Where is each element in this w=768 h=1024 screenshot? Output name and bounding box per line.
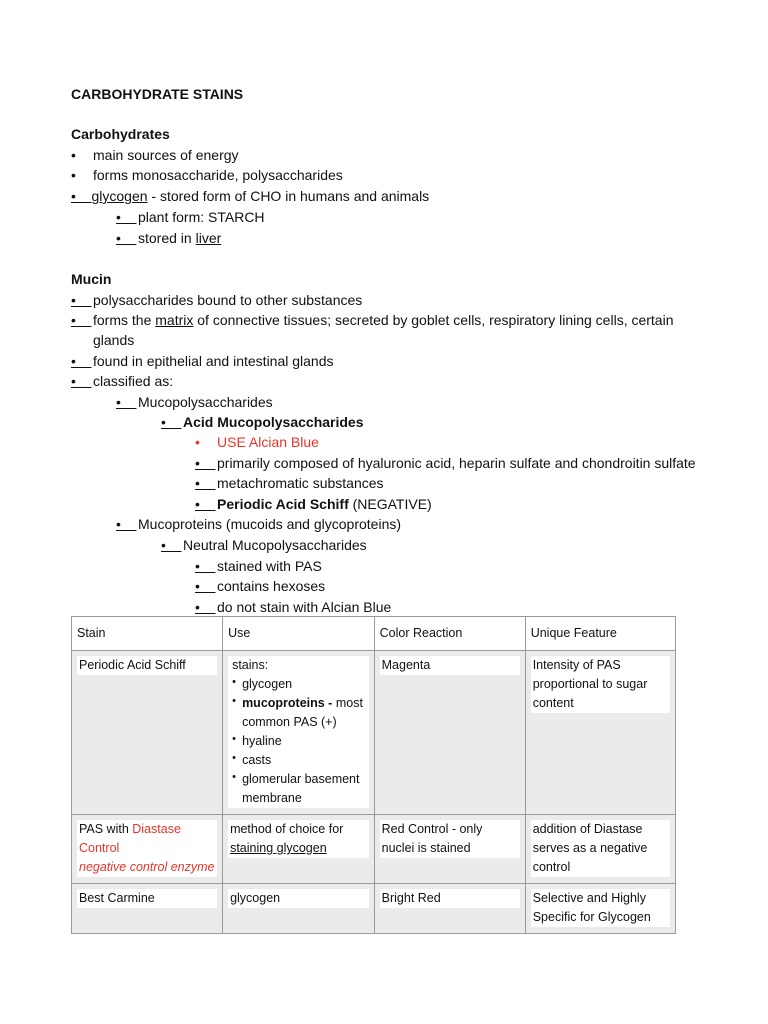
table-header-row	[72, 617, 676, 651]
header-cell: Color Reaction	[374, 617, 525, 651]
table-row	[72, 651, 676, 815]
header-cell: Use	[223, 617, 375, 651]
list-item: • USE Alcian Blue	[195, 434, 319, 450]
list-item: • classified as:	[71, 373, 174, 389]
carbohydrates-heading: Carbohydrates	[71, 126, 170, 142]
list-item: • Acid Mucopolysaccharides	[161, 414, 364, 430]
mucin-heading: Mucin	[71, 271, 112, 287]
table-cell: Bright Red	[374, 884, 525, 934]
table-cell: addition of Diastase serves as a negative control	[525, 815, 675, 884]
list-item: • forms the matrix of connective tissues; secreted by goblet cells, respiratory lining cells, certain	[71, 312, 674, 328]
table-cell: Best Carmine	[72, 884, 223, 934]
page-title: CARBOHYDRATE STAINS	[71, 86, 244, 102]
header-cell: Stain	[72, 617, 223, 651]
list-item: • metachromatic substances	[195, 475, 384, 491]
table-cell: Red Control - only nuclei is stained	[374, 815, 525, 884]
table-cell: Periodic Acid Schiff	[72, 651, 223, 815]
list-item: • Mucoproteins (mucoids and glycoproteins)	[116, 516, 402, 532]
list-item: • found in epithelial and intestinal glands	[71, 353, 334, 369]
table-cell: glycogen	[223, 884, 375, 934]
table-cell: Selective and Highly Specific for Glycogen	[525, 884, 675, 934]
list-item: • stored in liver	[116, 230, 222, 246]
list-item: • do not stain with Alcian Blue	[195, 599, 392, 615]
table-row	[72, 884, 676, 934]
list-item: • polysaccharides bound to other substances	[71, 292, 363, 308]
table-cell: Intensity of PAS proportional to sugar content	[525, 651, 675, 815]
list-item-continuation: glands	[93, 332, 135, 348]
table-cell: Magenta	[374, 651, 525, 815]
header-cell: Unique Feature	[525, 617, 675, 651]
list-item: • Mucopolysaccharides	[116, 394, 273, 410]
list-item: • primarily composed of hyaluronic acid, heparin sulfate and chondroitin sulfate	[195, 455, 696, 471]
table-cell: stains: • glycogen • mucoproteins - most common PAS (+) • hyaline • casts • glomerular basement membrane	[223, 651, 375, 815]
list-item: • glycogen - stored form of CHO in humans and animals	[71, 188, 430, 204]
list-item: • contains hexoses	[195, 578, 326, 594]
list-item: • main sources of energy	[71, 147, 239, 163]
list-item: • forms monosaccharide, polysaccharides	[71, 167, 343, 183]
list-item: • Neutral Mucopolysaccharides	[161, 537, 367, 553]
list-item: • plant form: STARCH	[116, 209, 265, 225]
table-row	[72, 815, 676, 884]
table-cell: method of choice for staining glycogen	[223, 815, 375, 884]
list-item: • Periodic Acid Schiff (NEGATIVE)	[195, 496, 432, 512]
list-item: • stained with PAS	[195, 558, 322, 574]
table-cell: PAS with Diastase Control negative control enzyme	[72, 815, 223, 884]
stains-table	[71, 616, 676, 934]
